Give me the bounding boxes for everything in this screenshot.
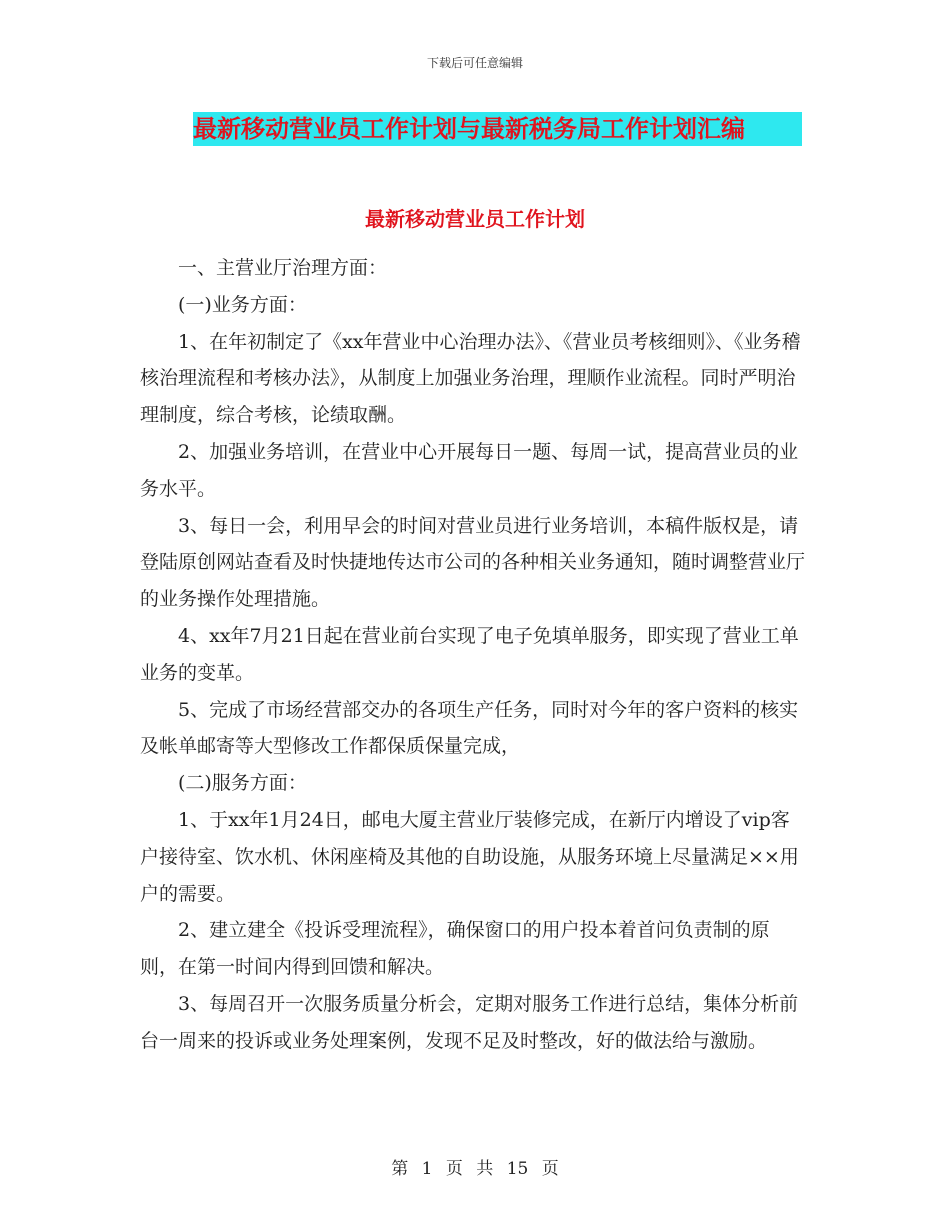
total-unit: 页	[541, 1159, 559, 1179]
paragraph: 1、于xx年1月24日，邮电大厦主营业厅装修完成，在新厅内增设了vip客户接待室、饮水机、休闲座椅及其他的自助设施，从服务环境上尽量满足××用户的需要。	[140, 808, 799, 905]
total-label: 共	[476, 1159, 494, 1179]
body-text	[140, 250, 806, 1060]
page-footer	[0, 1154, 950, 1179]
page-label: 第	[391, 1159, 409, 1179]
section-title: 最新移动营业员工作计划	[365, 207, 585, 231]
paragraph: (一)业务方面：	[178, 293, 307, 316]
paragraph: 3、每周召开一次服务质量分析会，定期对服务工作进行总结，集体分析前台一周来的投诉或业务处理案例，发现不足及时整改，好的做法给与激励。	[140, 992, 799, 1052]
paragraph: 2、加强业务培训，在营业中心开展每日一题、每周一试，提高营业员的业务水平。	[140, 440, 799, 500]
main-title: 最新移动营业员工作计划与最新税务局工作计划汇编	[193, 112, 802, 146]
paragraph: 4、xx年7月21日起在营业前台实现了电子免填单服务，即实现了营业工单业务的变革。	[140, 624, 799, 684]
paragraph: 3、每日一会，利用早会的时间对营业员进行业务培训，本稿件版权是，请登陆原创网站查看及时快捷地传达市公司的各种相关业务通知，随时调整营业厅的业务操作处理措施。	[140, 514, 806, 611]
page-number: 1	[421, 1159, 433, 1179]
page-unit: 页	[445, 1159, 463, 1179]
paragraph: 5、完成了市场经营部交办的各项生产任务，同时对今年的客户资料的核实及帐单邮寄等大型修改工作都保质保量完成，	[140, 698, 799, 758]
paragraph: (二)服务方面：	[178, 772, 307, 795]
total-pages: 15	[506, 1159, 529, 1179]
header-note: 下载后可任意编辑	[426, 56, 523, 70]
paragraph: 2、建立建全《投诉受理流程》，确保窗口的用户投本着首问负责制的原则，在第一时间内得到回馈和解决。	[140, 919, 770, 979]
paragraph: 1、在年初制定了《xx年营业中心治理办法》、《营业员考核细则》、《业务稽核治理流程和考核办法》，从制度上加强业务治理，理顺作业流程。同时严明治理制度，综合考核，论绩取酬。	[140, 330, 801, 427]
paragraph: 一、主营业厅治理方面：	[178, 257, 388, 279]
